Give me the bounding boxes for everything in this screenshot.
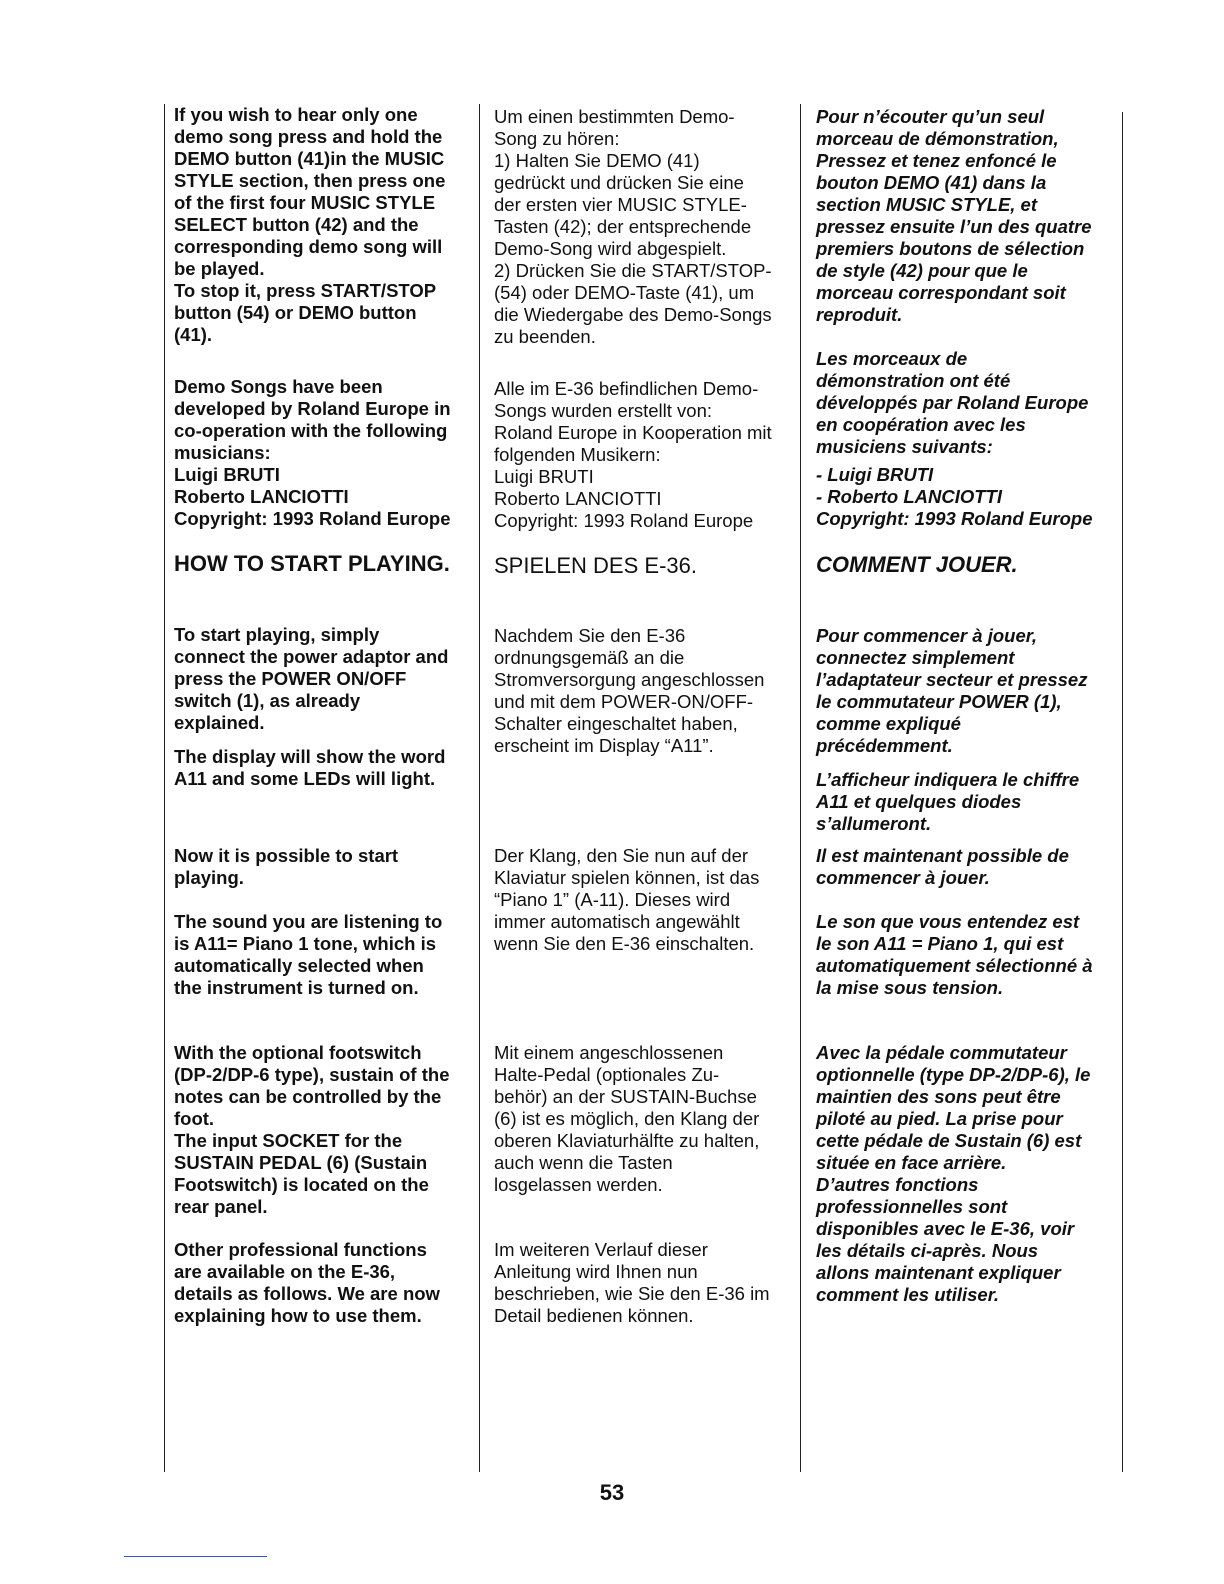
en-display-paragraph: The display will show the word A11 and some LEDs will light. (174, 746, 446, 789)
fr-demo-single-paragraph: Pour n’écouter qu’un seul morceau de démonstration, Pressez et tenez enfoncé le bouton DEMO (41) dans la section MUSIC STYLE, et pressez ensuite l’un des quatre premiers boutons de sélection de style (42) pour que le morceau correspondant soit reproduit. (816, 106, 1092, 325)
en-section-heading: HOW TO START PLAYING. (174, 551, 450, 576)
de-demo-single-paragraph: Um einen bestimmten Demo- Song zu hören: 1) Halten Sie DEMO (41) gedrückt und drücken Sie eine der ersten vier MUSIC STYLE- Tasten (42); der entsprechende Demo-Song wird abgespielt. 2) Drücken Sie die START/STOP- (54) oder DEMO-Taste (41), um die Wiedergabe des Demo-Songs zu beenden. (494, 106, 772, 347)
fr-display-paragraph: L’afficheur indiquera le chiffre A11 et quelques diodes s’allumeront. (816, 769, 1080, 834)
fr-credits-intro-paragraph: Les morceaux de démonstration ont été développés par Roland Europe en coopération avec les musiciens suivants: (816, 348, 1089, 457)
column-rule-right (1122, 112, 1123, 1472)
fr-section-heading: COMMENT JOUER. (816, 552, 1018, 577)
en-credits-paragraph: Demo Songs have been developed by Roland Europe in co-operation with the following musicians: Luigi BRUTI Roberto LANCIOTTI Copyright: 1993 Roland Europe (174, 376, 451, 529)
de-section-heading: SPIELEN DES E-36. (494, 553, 697, 578)
fr-credits-names-paragraph: - Luigi BRUTI - Roberto LANCIOTTI Copyright: 1993 Roland Europe (816, 464, 1093, 529)
de-start-paragraph: Nachdem Sie den E-36 ordnungsgemäß an die Stromversorgung angeschlossen und mit dem POWER-ON/OFF- Schalter eingeschaltet haben, erscheint im Display “A11”. (494, 625, 765, 756)
fr-start-paragraph: Pour commencer à jouer, connectez simplement l’adaptateur secteur et pressez le commutateur POWER (1), comme expliqué précédemment. (816, 625, 1088, 756)
de-sound-paragraph: Der Klang, den Sie nun auf der Klaviatur spielen können, ist das “Piano 1” (A-11). Dieses wird immer automatisch angewählt wenn Sie den E-36 einschalten. (494, 845, 760, 954)
en-now-paragraph: Now it is possible to start playing. (174, 845, 399, 888)
de-other-paragraph: Im weiteren Verlauf dieser Anleitung wird Ihnen nun beschrieben, wie Sie den E-36 im Detail bedienen können. (494, 1239, 770, 1326)
fr-footswitch-paragraph: Avec la pédale commutateur optionnelle (type DP-2/DP-6), le maintien des sons peut être piloté au pied. La prise pour cette pédale de Sustain (6) est située en face arrière. D’autres fonctions professionnelles sont disponibles avec le E-36, voir les détails ci-après. Nous allons maintenant expliquer comment les utiliser. (816, 1042, 1091, 1305)
page-number: 53 (599, 1480, 625, 1505)
footer-line (124, 1556, 267, 1557)
en-demo-single-paragraph: If you wish to hear only one demo song press and hold the DEMO button (41)in the MUSIC STYLE section, then press one of the first four MUSIC STYLE SELECT button (42) and the corresponding demo song will be played. To stop it, press START/STOP button (54) or DEMO button (41). (174, 104, 446, 345)
en-sound-paragraph: The sound you are listening to is A11= Piano 1 tone, which is automatically selected when the instrument is turned on. (174, 911, 443, 998)
column-rule-1 (479, 104, 480, 1472)
fr-sound-paragraph: Le son que vous entendez est le son A11 = Piano 1, qui est automatiquement sélectionné à la mise sous tension. (816, 911, 1093, 998)
en-start-paragraph: To start playing, simply connect the power adaptor and press the POWER ON/OFF switch (1), as already explained. (174, 624, 449, 733)
en-other-paragraph: Other professional functions are available on the E-36, details as follows. We are now explaining how to use them. (174, 1239, 440, 1326)
column-rule-2 (800, 104, 801, 1472)
en-footswitch-paragraph: With the optional footswitch (DP-2/DP-6 type), sustain of the notes can be controlled by the foot. The input SOCKET for the SUSTAIN PEDAL (6) (Sustain Footswitch) is located on the rear panel. (174, 1042, 450, 1217)
de-footswitch-paragraph: Mit einem angeschlossenen Halte-Pedal (optionales Zu- behör) an der SUSTAIN-Buchse (6) ist es möglich, den Klang der oberen Klaviaturhälfte zu halten, auch wenn die Tasten losgelassen werden. (494, 1042, 760, 1195)
de-credits-paragraph: Alle im E-36 befindlichen Demo- Songs wurden erstellt von: Roland Europe in Kooperation mit folgenden Musikern: Luigi BRUTI Roberto LANCIOTTI Copyright: 1993 Roland Europe (494, 378, 772, 531)
column-rule-left (164, 104, 165, 1472)
fr-now-paragraph: Il est maintenant possible de commencer à jouer. (816, 845, 1069, 888)
